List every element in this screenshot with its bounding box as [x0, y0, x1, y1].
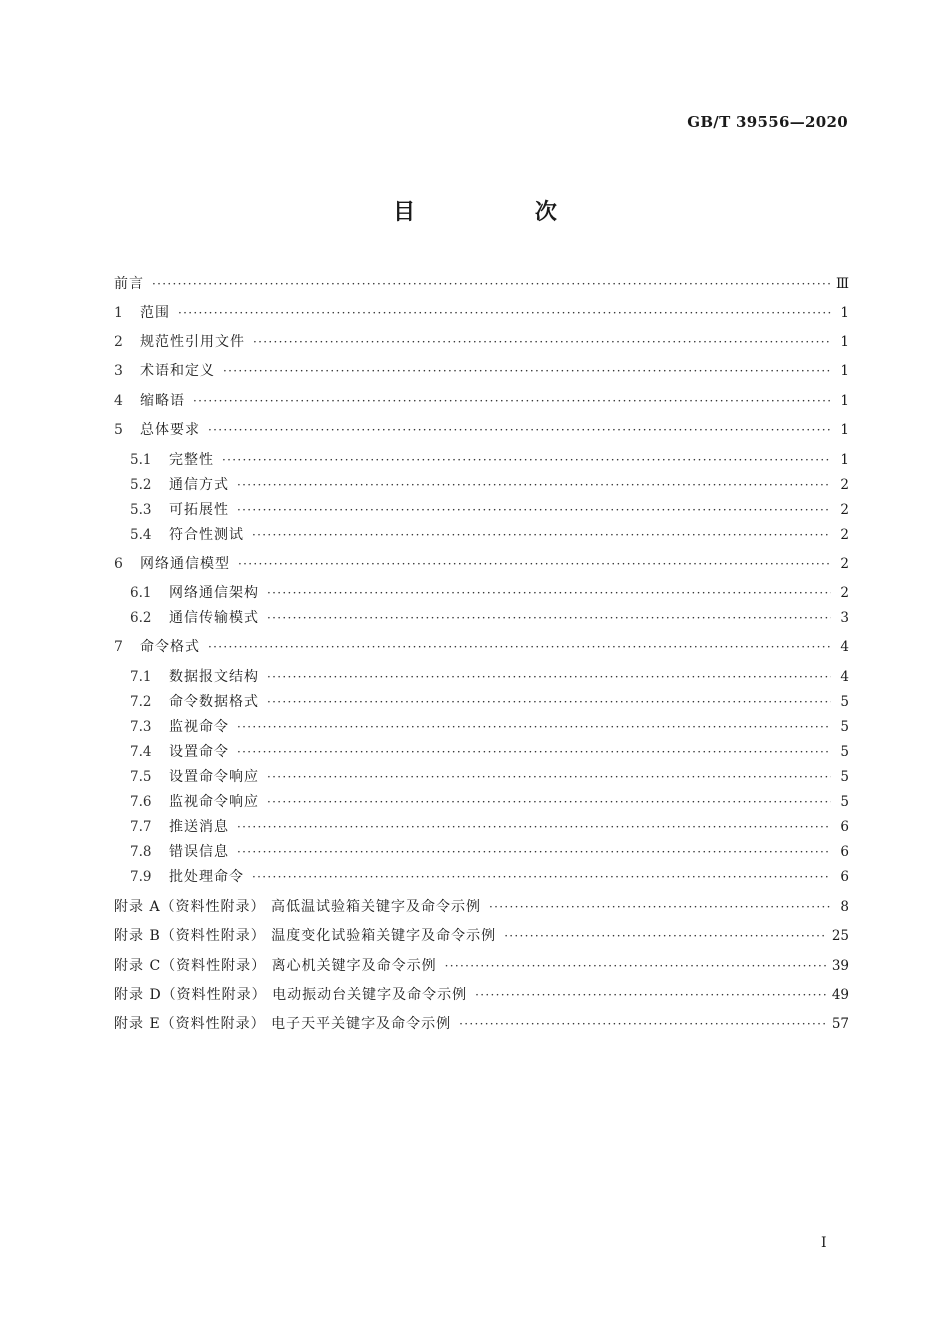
toc-entry-label: 网络通信模型: [140, 556, 230, 572]
toc-entry-number: 7.1: [130, 669, 152, 685]
toc-entry-label: 规范性引用文件: [140, 334, 245, 350]
toc-entry-label: 通信传输模式: [169, 610, 259, 626]
toc-entry-label: 数据报文结构: [169, 669, 259, 685]
toc-entry-page: 2: [840, 585, 849, 601]
toc-entry-number: 5: [114, 422, 123, 438]
toc-entry-page: 1: [840, 393, 849, 409]
toc-entry-page: Ⅲ: [835, 276, 849, 292]
toc-entry-page: 25: [831, 928, 849, 944]
toc-entry-page: 5: [840, 744, 849, 760]
toc-entry-page: 4: [840, 639, 849, 655]
toc-entry[interactable]: [114, 954, 849, 978]
toc-entry-label: 缩略语: [140, 393, 185, 409]
toc-entry-label: 前言: [114, 276, 144, 292]
toc-entry-number: 5.4: [130, 527, 152, 543]
toc-entry[interactable]: [130, 715, 849, 739]
toc-dot-leader: [208, 635, 831, 659]
toc-entry-number: 1: [114, 305, 123, 321]
toc-entry-page: 2: [840, 527, 849, 543]
toc-entry-number: 5.1: [130, 452, 152, 468]
toc-entry-page: 1: [840, 305, 849, 321]
toc-dot-leader: [267, 665, 831, 689]
toc-entry-page: 1: [840, 363, 849, 379]
toc-entry-label: 可拓展性: [169, 502, 229, 518]
toc-entry-label: 监视命令: [169, 719, 229, 735]
toc-entry[interactable]: [114, 301, 849, 325]
page-number: I: [821, 1235, 827, 1251]
toc-dot-leader: [267, 606, 831, 630]
toc-entry[interactable]: [130, 815, 849, 839]
standard-code: GB/T 39556—2020: [687, 113, 848, 131]
toc-entry-number: 2: [114, 334, 123, 350]
toc-entry-label: 完整性: [169, 452, 214, 468]
toc-entry[interactable]: [114, 272, 849, 296]
toc-entry-label: 推送消息: [169, 819, 229, 835]
toc-entry-page: 5: [840, 719, 849, 735]
toc-entry[interactable]: [114, 359, 849, 383]
toc-dot-leader: [253, 330, 831, 354]
toc-entry-page: 49: [831, 987, 849, 1003]
toc-entry-number: 6.1: [130, 585, 152, 601]
toc-dot-leader: [237, 473, 831, 497]
toc-entry[interactable]: [114, 418, 849, 442]
toc-dot-leader: [238, 552, 831, 576]
toc-entry-label: 批处理命令: [169, 869, 244, 885]
toc-dot-leader: [475, 983, 826, 1007]
toc-entry-number: 6.2: [130, 610, 152, 626]
toc-entry-number: 7: [114, 639, 123, 655]
toc-dot-leader: [252, 865, 831, 889]
toc-entry-page: 2: [840, 556, 849, 572]
toc-entry[interactable]: [130, 840, 849, 864]
toc-entry-page: 39: [831, 958, 849, 974]
toc-dot-leader: [267, 765, 831, 789]
toc-dot-leader: [267, 581, 831, 605]
toc-entry-number: 7.2: [130, 694, 152, 710]
toc-entry-label: 设置命令响应: [169, 769, 259, 785]
toc-entry-page: 1: [840, 452, 849, 468]
toc-dot-leader: [222, 448, 831, 472]
toc-entry[interactable]: [130, 606, 849, 630]
toc-entry-label: 范围: [140, 305, 170, 321]
page-title: 目 次: [393, 200, 613, 225]
toc-entry-label: 监视命令响应: [169, 794, 259, 810]
toc-entry-page: 5: [840, 769, 849, 785]
toc-entry[interactable]: [130, 665, 849, 689]
toc-dot-leader: [459, 1012, 826, 1036]
toc-dot-leader: [237, 840, 831, 864]
toc-entry[interactable]: [114, 1012, 849, 1036]
toc-entry-number: 6: [114, 556, 123, 572]
toc-entry-page: 3: [840, 610, 849, 626]
toc-entry-page: 6: [840, 844, 849, 860]
toc-entry-label: 命令数据格式: [169, 694, 259, 710]
toc-entry[interactable]: [114, 330, 849, 354]
toc-entry[interactable]: [130, 523, 849, 547]
toc-entry[interactable]: [130, 448, 849, 472]
toc-entry-label: 通信方式: [169, 477, 229, 493]
toc-entry-label: 网络通信架构: [169, 585, 259, 601]
toc-entry-number: 7.9: [130, 869, 152, 885]
toc-entry[interactable]: [114, 389, 849, 413]
toc-entry-page: 5: [840, 794, 849, 810]
toc-entry[interactable]: [130, 865, 849, 889]
toc-entry-number: 5.3: [130, 502, 152, 518]
toc-entry[interactable]: [114, 983, 849, 1007]
toc-entry-label: 附录 D（资料性附录） 电动振动台关键字及命令示例: [114, 987, 468, 1003]
toc-entry-number: 7.3: [130, 719, 152, 735]
toc-entry-number: 4: [114, 393, 123, 409]
toc-entry-label: 设置命令: [169, 744, 229, 760]
toc-entry-label: 附录 C（资料性附录） 离心机关键字及命令示例: [114, 958, 437, 974]
toc-entry-page: 6: [840, 869, 849, 885]
toc-entry-number: 3: [114, 363, 123, 379]
toc-dot-leader: [489, 895, 831, 919]
toc-entry-number: 7.6: [130, 794, 152, 810]
toc-dot-leader: [237, 715, 831, 739]
toc-dot-leader: [237, 498, 831, 522]
toc-entry-number: 7.7: [130, 819, 152, 835]
toc-entry[interactable]: [114, 924, 849, 948]
toc-entry-label: 命令格式: [140, 639, 200, 655]
toc-entry-label: 总体要求: [140, 422, 200, 438]
toc-dot-leader: [504, 924, 826, 948]
toc-entry[interactable]: [130, 740, 849, 764]
toc-entry[interactable]: [130, 473, 849, 497]
toc-entry-label: 附录 A（资料性附录） 高低温试验箱关键字及命令示例: [114, 899, 482, 915]
toc-dot-leader: [152, 272, 830, 296]
toc-entry-label: 错误信息: [169, 844, 229, 860]
toc-dot-leader: [223, 359, 831, 383]
toc-entry-label: 术语和定义: [140, 363, 215, 379]
toc-dot-leader: [237, 740, 831, 764]
toc-dot-leader: [237, 815, 831, 839]
toc-entry[interactable]: [114, 635, 849, 659]
toc-entry[interactable]: [114, 552, 849, 576]
toc-entry-page: 2: [840, 502, 849, 518]
toc-entry-page: 4: [840, 669, 849, 685]
toc-dot-leader: [445, 954, 826, 978]
toc-entry-label: 附录 B（资料性附录） 温度变化试验箱关键字及命令示例: [114, 928, 497, 944]
toc-dot-leader: [267, 690, 831, 714]
toc-entry-page: 1: [840, 334, 849, 350]
toc-entry-label: 符合性测试: [169, 527, 244, 543]
toc-dot-leader: [208, 418, 831, 442]
toc-entry-label: 附录 E（资料性附录） 电子天平关键字及命令示例: [114, 1016, 452, 1032]
toc-entry-page: 8: [840, 899, 849, 915]
toc-entry[interactable]: [130, 790, 849, 814]
toc-dot-leader: [178, 301, 831, 325]
toc-entry-page: 6: [840, 819, 849, 835]
toc-entry[interactable]: [130, 581, 849, 605]
toc-entry[interactable]: [130, 690, 849, 714]
toc-entry[interactable]: [114, 895, 849, 919]
toc-entry[interactable]: [130, 498, 849, 522]
toc-entry-number: 7.4: [130, 744, 152, 760]
toc-entry-page: 57: [831, 1016, 849, 1032]
toc-entry-page: 1: [840, 422, 849, 438]
toc-entry-page: 5: [840, 694, 849, 710]
toc-dot-leader: [193, 389, 831, 413]
toc-entry[interactable]: [130, 765, 849, 789]
toc-dot-leader: [267, 790, 831, 814]
toc-entry-number: 7.8: [130, 844, 152, 860]
toc-entry-number: 5.2: [130, 477, 152, 493]
toc-entry-number: 7.5: [130, 769, 152, 785]
toc-dot-leader: [252, 523, 831, 547]
toc-entry-page: 2: [840, 477, 849, 493]
